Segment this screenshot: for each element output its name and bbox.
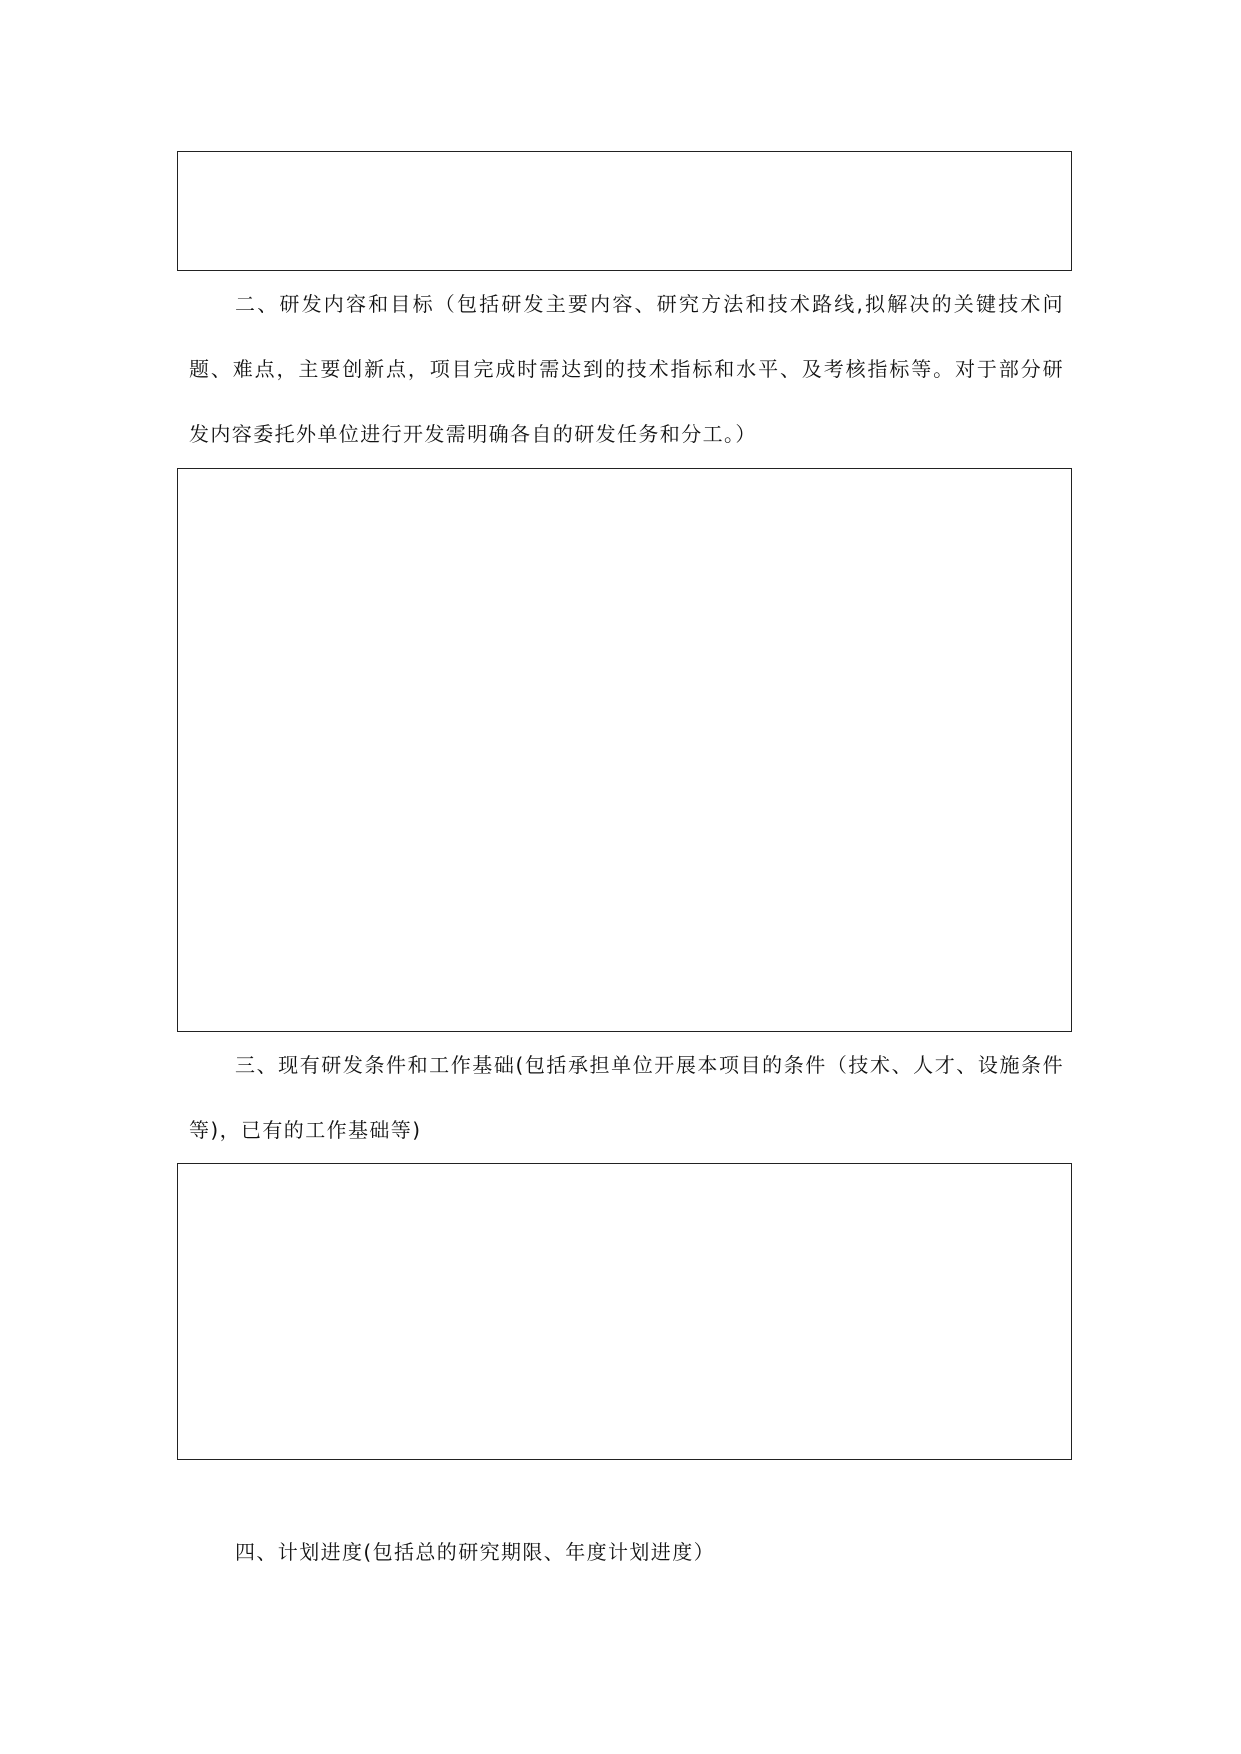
content-goals-input-box[interactable] (177, 468, 1072, 1032)
conditions-input-box[interactable] (177, 1163, 1072, 1460)
section-heading-schedule: 四、计划进度(包括总的研究期限、年度计划进度） (235, 1540, 716, 1564)
section-heading-content-goals: 二、研发内容和目标（包括研发主要内容、研究方法和技术路线,拟解决的关键技术问题、难点，主要创新点，项目完成时需达到的技术指标和水平、及考核指标等。对于部分研发内容委托外单位进行开发需明确各自的研发任务和分工。） (189, 292, 1064, 446)
section-heading-conditions: 三、现有研发条件和工作基础(包括承担单位开展本项目的条件（技术、人才、设施条件等)，已有的工作基础等) (189, 1053, 1064, 1142)
previous-section-input-box[interactable] (177, 151, 1072, 271)
